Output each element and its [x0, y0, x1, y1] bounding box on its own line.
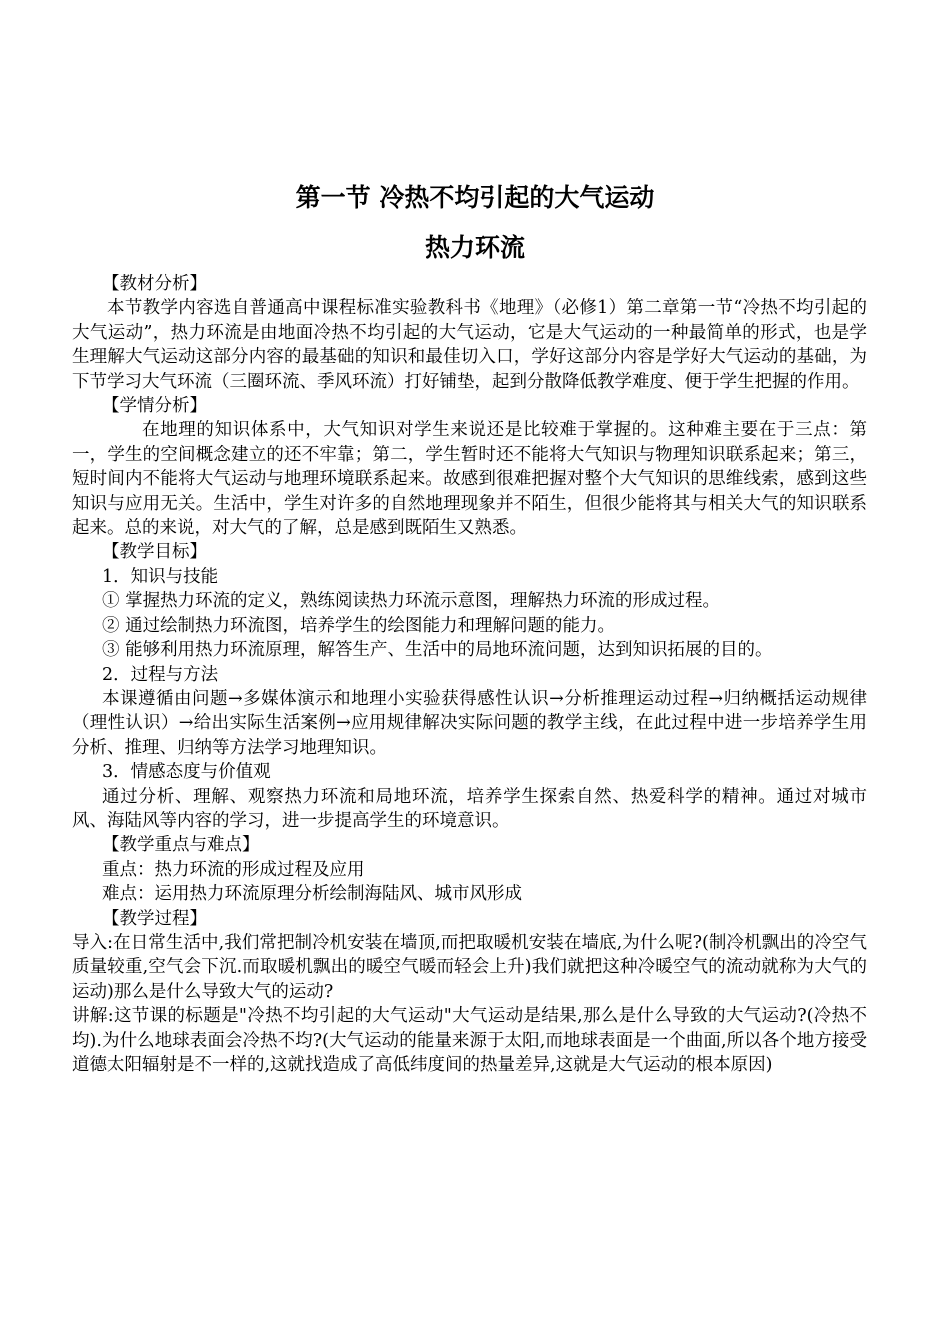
explain-paragraph: 讲解:这节课的标题是"冷热不均引起的大气运动"大气运动是结果,那么是什么导致的大气运动?(冷热不均).为什么地球表面会冷热不均?(大气运动的能量来源于太阳,而地球表面是一个曲面,所以各个地方接受道德太阳辐射是不一样的,这就找造成了高低纬度间的热量差异,这就是大气运动的根本原因)	[72, 1006, 867, 1075]
document-body	[72, 272, 867, 1077]
difficult-point: 难点：运用热力环流原理分析绘制海陆风、城市风形成	[102, 884, 522, 905]
material-paragraph: 本节教学内容选自普通高中课程标准实验教科书《地理》（必修1）第二章第一节“冷热不均引起的大气运动”，热力环流是由地面冷热不均引起的大气运动，它是大气运动的一种最简单的形式，也是学生理解大气运动这部分内容的最基础的知识和最佳切入口，学好这部分内容是学好大气运动的基础，为下节学习大气环流（三圈环流、季风环流）打好铺垫，起到分散降低教学难度、便于学生把握的作用。	[72, 298, 867, 392]
goal1-item3: ③ 能够利用热力环流原理，解答生产、生活中的局地环流问题，达到知识拓展的目的。	[102, 640, 773, 661]
section-heading-goals: 【教学目标】	[102, 542, 207, 563]
key-point: 重点：热力环流的形成过程及应用	[102, 859, 365, 880]
goal3-paragraph: 通过分析、理解、观察热力环流和局地环流，培养学生探索自然、热爱科学的精神。通过对城市风、海陆风等内容的学习，进一步提高学生的环境意识。	[72, 786, 867, 831]
intro-paragraph: 导入:在日常生活中,我们常把制冷机安装在墙顶,而把取暖机安装在墙底,为什么呢?(制冷机飘出的冷空气质量较重,空气会下沉.而取暖机飘出的暖空气暖而轻会上升)我们就把这种冷暖空气的流动就称为大气的运动)那么是什么导致大气的运动?	[72, 932, 867, 1002]
section-heading-learner: 【学情分析】	[102, 396, 207, 417]
goal3-title: 3．情感态度与价值观	[102, 762, 271, 783]
page-title: 第一节 冷热不均引起的大气运动	[295, 183, 655, 212]
learner-paragraph: 在地理的知识体系中，大气知识对学生来说还是比较难于掌握的。这种难主要在于三点：第一，学生的空间概念建立的还不牢靠；第二，学生暂时还不能将大气知识与物理知识联系起来；第三，短时间内不能将大气运动与地理环境联系起来。故感到很难把握对整个大气知识的思维线索，感到这些知识与应用无关。生活中，学生对许多的自然地理现象并不陌生，但很少能将其与相关大气的知识联系起来。总的来说，对大气的了解，总是感到既陌生又熟悉。	[72, 420, 867, 539]
page-subtitle: 热力环流	[424, 233, 525, 262]
goal1-item2: ② 通过绘制热力环流图，培养学生的绘图能力和理解问题的能力。	[102, 615, 616, 636]
section-heading-process: 【教学过程】	[102, 908, 207, 929]
section-heading-material: 【教材分析】	[102, 274, 207, 294]
section-heading-key: 【教学重点与难点】	[102, 835, 260, 856]
goal1-title: 1．知识与技能	[102, 566, 219, 587]
goal1-item1: ① 掌握热力环流的定义，熟练阅读热力环流示意图，理解热力环流的形成过程。	[102, 591, 721, 612]
goal2-title: 2．过程与方法	[102, 664, 219, 685]
goal2-paragraph: 本课遵循由问题→多媒体演示和地理小实验获得感性认识→分析推理运动过程→归纳概括运动规律（理性认识）→给出实际生活案例→应用规律解决实际问题的教学主线，在此过程中进一步培养学生用分析、推理、归纳等方法学习地理知识。	[72, 688, 867, 758]
